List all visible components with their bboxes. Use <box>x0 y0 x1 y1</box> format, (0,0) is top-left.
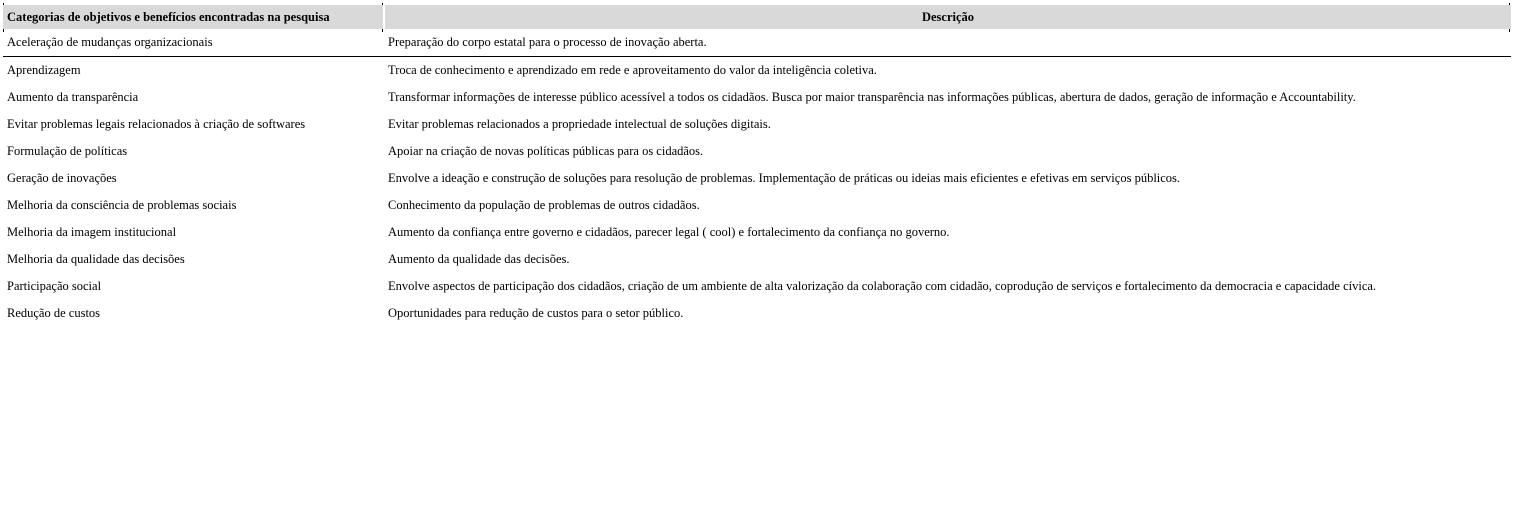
table-header-row <box>3 5 1511 29</box>
category-cell: Aprendizagem <box>7 63 81 77</box>
table-row <box>3 246 1511 273</box>
table-row <box>3 165 1511 192</box>
category-cell: Evitar problemas legais relacionados à criação de softwares <box>7 117 306 131</box>
table-row <box>3 192 1511 219</box>
description-cell: Conhecimento da população de problemas de outros cidadãos. <box>388 198 700 212</box>
description-cell: Evitar problemas relacionados a propriedade intelectual de soluções digitais. <box>388 117 771 131</box>
description-cell: Apoiar na criação de novas políticas públicas para os cidadãos. <box>388 144 704 158</box>
description-cell: Oportunidades para redução de custos para o setor público. <box>388 306 684 320</box>
table-row <box>3 84 1511 111</box>
table-row <box>3 300 1511 327</box>
category-cell: Melhoria da consciência de problemas sociais <box>7 198 237 212</box>
table-row <box>3 138 1511 165</box>
description-cell: Transformar informações de interesse público acessível a todos os cidadãos. Busca por maior transparência nas informações públicas, abertura de dados, geração de informação e Accountability. <box>388 90 1356 104</box>
description-cell: Preparação do corpo estatal para o processo de inovação aberta. <box>384 29 1511 57</box>
description-cell: Envolve a ideação e construção de soluções para resolução de problemas. Implementação de práticas ou ideias mais eficientes e efetivas em serviços públicos. <box>388 171 1181 185</box>
table-row <box>3 219 1511 246</box>
table-row <box>3 273 1511 300</box>
category-cell: Redução de custos <box>7 306 101 320</box>
category-cell: Participação social <box>7 279 102 293</box>
description-cell: Envolve aspectos de participação dos cidadãos, criação de um ambiente de alta valorização da colaboração com cidadão, coprodução de serviços e fortalecimento da democracia e capacidade cívica. <box>388 279 1377 293</box>
header-categories: Categorias de objetivos e benefícios encontradas na pesquisa <box>3 5 384 29</box>
description-cell: Troca de conhecimento e aprendizado em rede e aproveitamento do valor da inteligência coletiva. <box>388 63 877 77</box>
category-cell: Geração de inovações <box>7 171 117 185</box>
category-cell: Formulação de políticas <box>7 144 128 158</box>
description-cell: Aumento da qualidade das decisões. <box>388 252 570 266</box>
category-cell: Aumento da transparência <box>7 90 139 104</box>
category-cell: Melhoria da imagem institucional <box>7 225 177 239</box>
table-body <box>3 29 1511 327</box>
header-description: Descrição <box>384 5 1511 29</box>
benefits-table <box>3 5 1511 327</box>
table-row <box>3 57 1511 85</box>
table-row <box>3 111 1511 138</box>
table-row <box>3 29 1511 57</box>
description-cell: Aumento da confiança entre governo e cidadãos, parecer legal ( cool) e fortalecimento da confiança no governo. <box>388 225 950 239</box>
category-cell: Aceleração de mudanças organizacionais <box>3 29 384 57</box>
category-cell: Melhoria da qualidade das decisões <box>7 252 185 266</box>
